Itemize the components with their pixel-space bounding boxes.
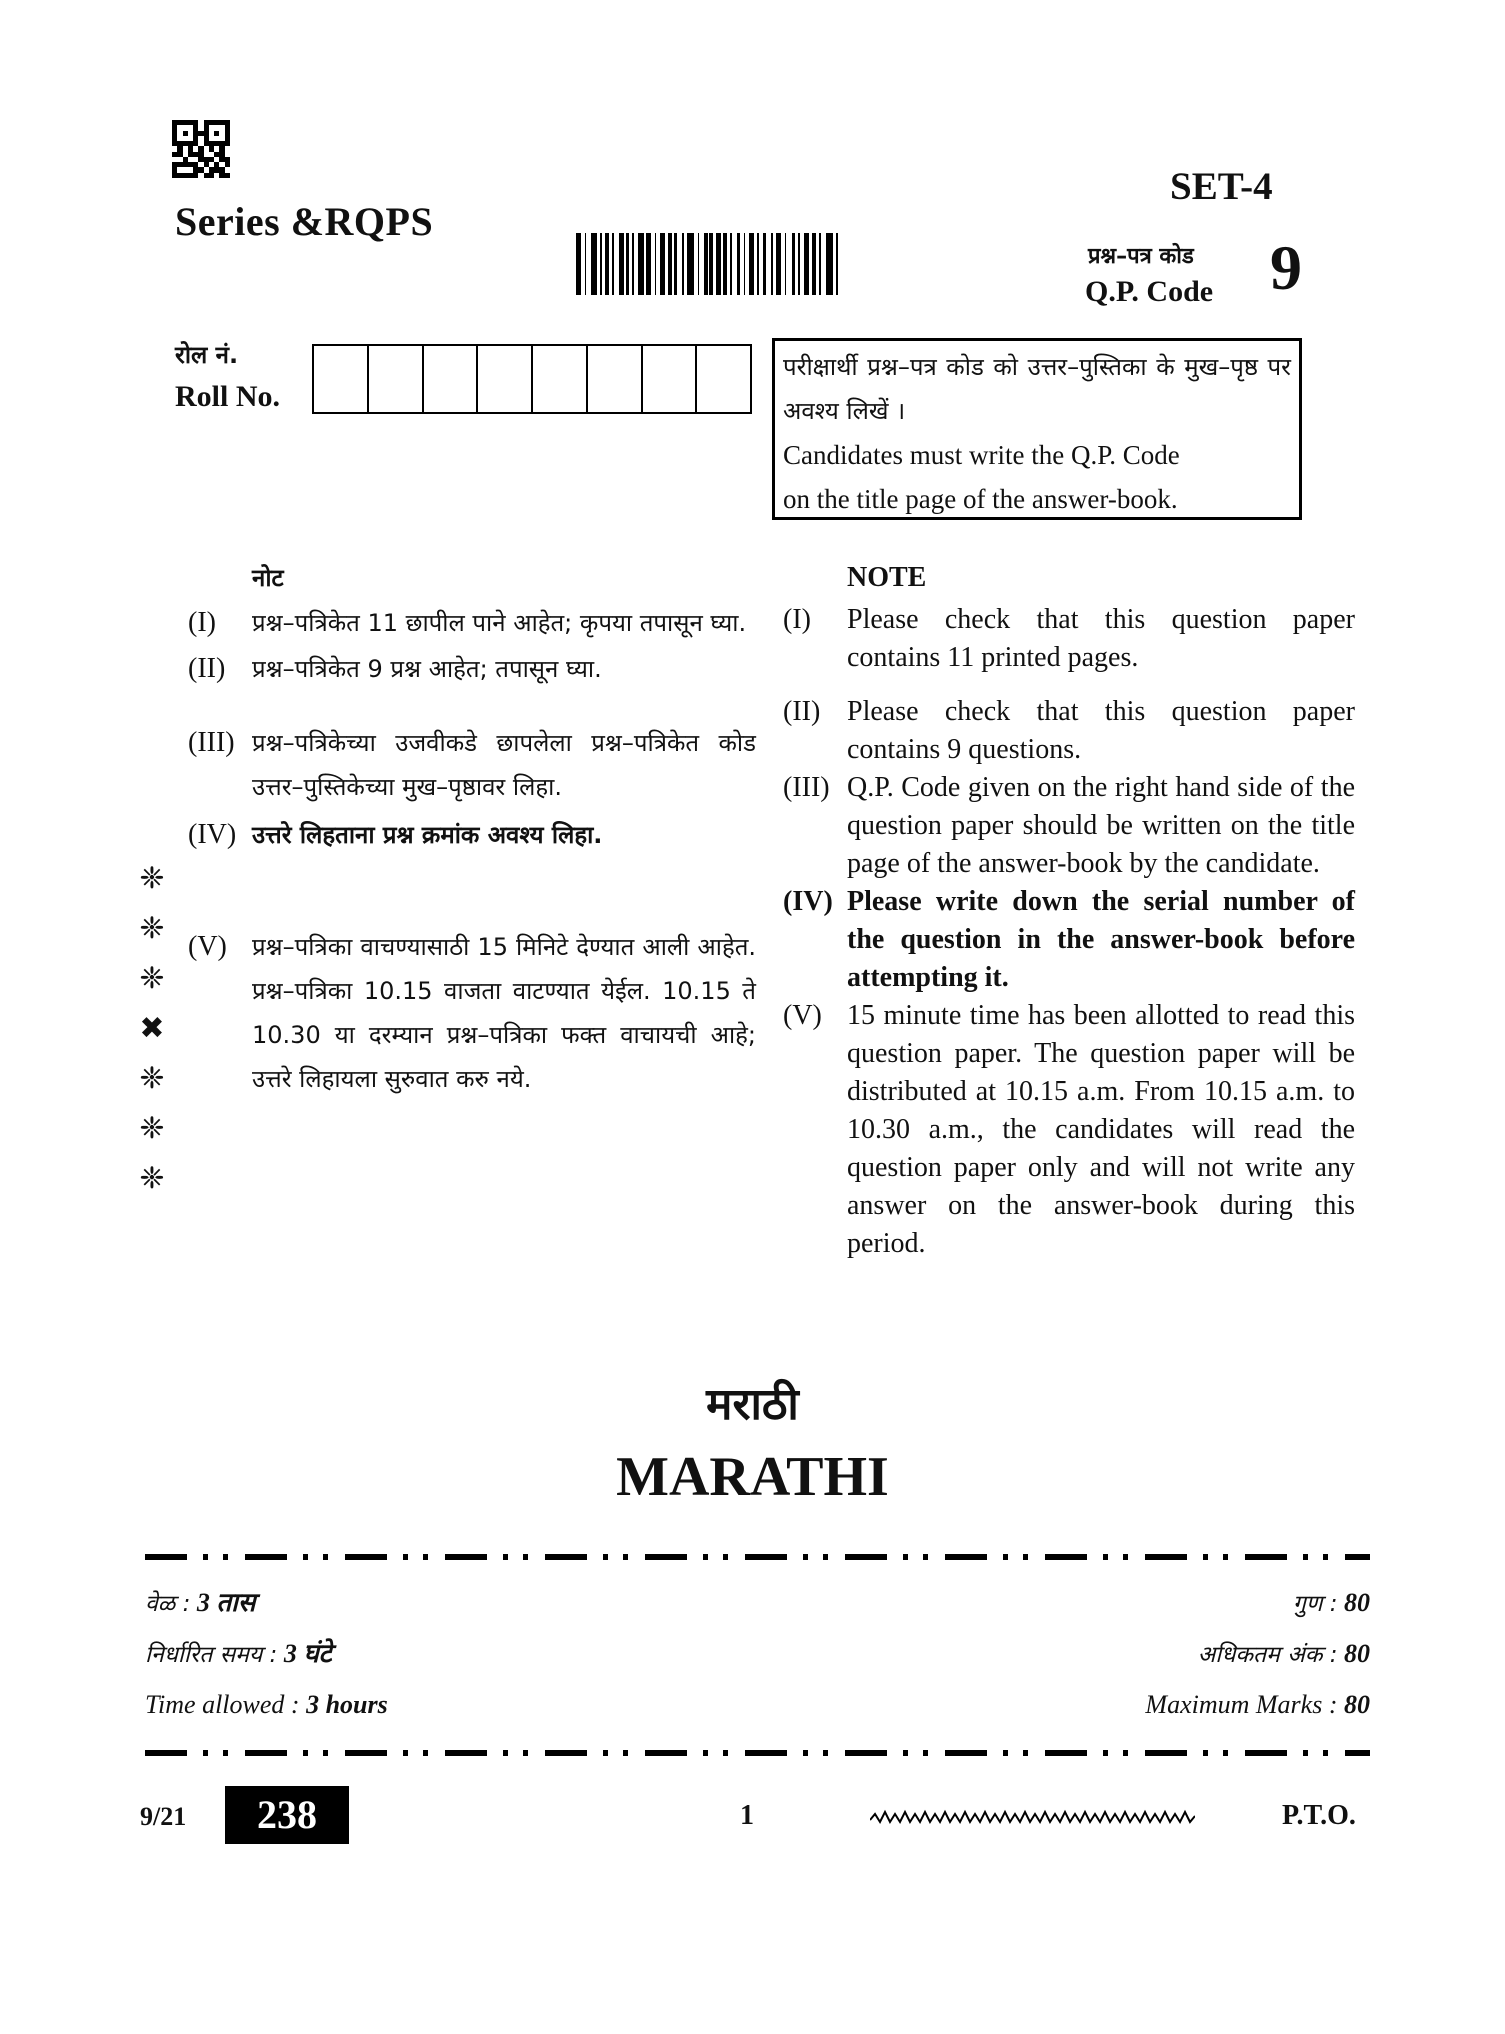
asterisk-icon: ❈: [139, 1061, 165, 1096]
max-marks-block: [1145, 1578, 1370, 1730]
instruction-english-line2: on the title page of the answer-book.: [783, 484, 1178, 514]
marks-label-english: Maximum Marks :: [1145, 1690, 1338, 1719]
roll-cell[interactable]: [533, 346, 588, 412]
note-item: [188, 721, 756, 809]
asterisk-icon: ❈: [139, 1161, 165, 1196]
note-item: [783, 883, 1355, 997]
notes-heading-marathi: नोट: [252, 564, 284, 592]
note-number: (V): [188, 931, 227, 962]
note-text: 15 minute time has been allotted to read this question paper. The question paper will be distributed at 10.15 a.m. From 10.15 a.m. to 10.30 a.m., the candidates will read the question paper only and will not write any answer on the answer-book during this period.: [847, 1000, 1355, 1259]
roll-label-hindi: रोल नं.: [175, 341, 239, 369]
roll-cell[interactable]: [369, 346, 424, 412]
note-number: (II): [783, 696, 821, 727]
notes-marathi: [188, 555, 756, 1101]
note-item: [783, 601, 1355, 677]
note-item: [188, 813, 756, 857]
marks-value-hindi: 80: [1344, 1639, 1370, 1668]
marks-label-hindi: अधिकतम अंक :: [1197, 1642, 1338, 1668]
note-item: [783, 997, 1355, 1263]
qp-code-value: 9: [1270, 232, 1302, 303]
asterisk-icon: ❈: [139, 961, 165, 996]
note-number: (III): [783, 772, 830, 803]
qp-code-label-hindi: प्रश्न–पत्र कोड: [1088, 244, 1194, 269]
note-item: [188, 647, 756, 691]
dash-dot-divider: [145, 1750, 1370, 1756]
note-text: उत्तरे लिहताना प्रश्न क्रमांक अवश्य लिहा.: [252, 821, 603, 849]
time-label-hindi: निर्धारित समय :: [145, 1642, 278, 1668]
please-turn-over: P.T.O.: [1282, 1800, 1356, 1831]
roll-cell[interactable]: [424, 346, 479, 412]
time-value-marathi: 3 तास: [196, 1588, 256, 1617]
marks-label-marathi: गुण :: [1292, 1591, 1338, 1617]
asterisk-icon: ❈: [139, 1111, 165, 1146]
page-number: 1: [740, 1800, 754, 1831]
set-label: SET-4: [1170, 165, 1273, 208]
qr-code: [172, 120, 230, 178]
roll-cell[interactable]: [314, 346, 369, 412]
note-text: प्रश्न–पत्रिकेत 11 छापील पाने आहेत; कृपया तपासून घ्या.: [252, 609, 747, 637]
subject-title: MARATHI: [616, 1446, 889, 1508]
margin-symbols: [136, 862, 168, 1212]
note-text: Please check that this question paper contains 11 printed pages.: [847, 604, 1355, 673]
marks-value-marathi: 80: [1344, 1588, 1370, 1617]
paper-code: 9/21: [140, 1802, 187, 1831]
note-item: [188, 925, 756, 1101]
subject-title-marathi: मराठी: [706, 1379, 799, 1430]
note-text: प्रश्न–पत्रिकेत 9 प्रश्न आहेत; तपासून घ्या.: [252, 655, 602, 683]
roll-cell[interactable]: [697, 346, 750, 412]
series-label: Series &RQPS: [175, 199, 434, 244]
note-item: [783, 769, 1355, 883]
roll-number-boxes[interactable]: [312, 344, 752, 414]
boxed-paper-number: 238: [225, 1786, 349, 1844]
note-number: (V): [783, 1000, 822, 1031]
note-text: Please check that this question paper contains 9 questions.: [847, 696, 1355, 765]
time-allowed-block: [145, 1578, 388, 1730]
note-number: (I): [188, 607, 216, 638]
note-number: (IV): [783, 886, 833, 917]
roll-cell[interactable]: [588, 346, 643, 412]
barcode: [576, 233, 842, 295]
note-text: प्रश्न–पत्रिका वाचण्यासाठी 15 मिनिटे देण्यात आली आहेत. प्रश्न–पत्रिका 10.15 वाजता वाटण्यात येईल. 10.15 ते 10.30 या दरम्यान प्रश्न–पत्रिका फक्त वाचायची आहे; उत्तरे लिहायला सुरुवात करु नये.: [252, 933, 756, 1093]
time-value-english: 3 hours: [306, 1690, 388, 1719]
instruction-hindi: परीक्षार्थी प्रश्न–पत्र कोड को उत्तर–पुस्तिका के मुख–पृष्ठ पर अवश्य लिखें ।: [783, 353, 1291, 425]
zigzag-decoration: [870, 1806, 1195, 1828]
note-number: (II): [188, 653, 226, 684]
note-number: (III): [188, 727, 235, 758]
instruction-english-line1: Candidates must write the Q.P. Code: [783, 440, 1180, 470]
time-label-marathi: वेळ :: [145, 1591, 191, 1617]
note-number: (I): [783, 604, 811, 635]
qp-code-label: Q.P. Code: [1085, 275, 1214, 308]
marks-value-english: 80: [1344, 1690, 1370, 1719]
cross-icon: ✖: [139, 1011, 165, 1046]
roll-label: Roll No.: [175, 380, 280, 413]
qp-code-instruction-box: [772, 338, 1302, 520]
dash-dot-divider: [145, 1554, 1370, 1560]
roll-cell[interactable]: [478, 346, 533, 412]
note-text: Please write down the serial number of the question in the answer-book before attempting it.: [847, 886, 1355, 993]
asterisk-icon: ❈: [139, 861, 165, 896]
note-item: [783, 693, 1355, 769]
roll-cell[interactable]: [643, 346, 698, 412]
note-text: प्रश्न–पत्रिकेच्या उजवीकडे छापलेला प्रश्न–पत्रिकेत कोड उत्तर–पुस्तिकेच्या मुख–पृष्ठावर लिहा.: [252, 729, 756, 801]
note-number: (IV): [188, 819, 237, 850]
notes-heading-english: NOTE: [847, 562, 927, 593]
time-value-hindi: 3 घंटे: [283, 1639, 332, 1668]
asterisk-icon: ❈: [139, 911, 165, 946]
notes-english: [783, 555, 1355, 1263]
note-text: Q.P. Code given on the right hand side of the question paper should be written on the title page of the answer-book by the candidate.: [847, 772, 1355, 879]
note-item: [188, 601, 756, 645]
time-label-english: Time allowed :: [145, 1690, 300, 1719]
